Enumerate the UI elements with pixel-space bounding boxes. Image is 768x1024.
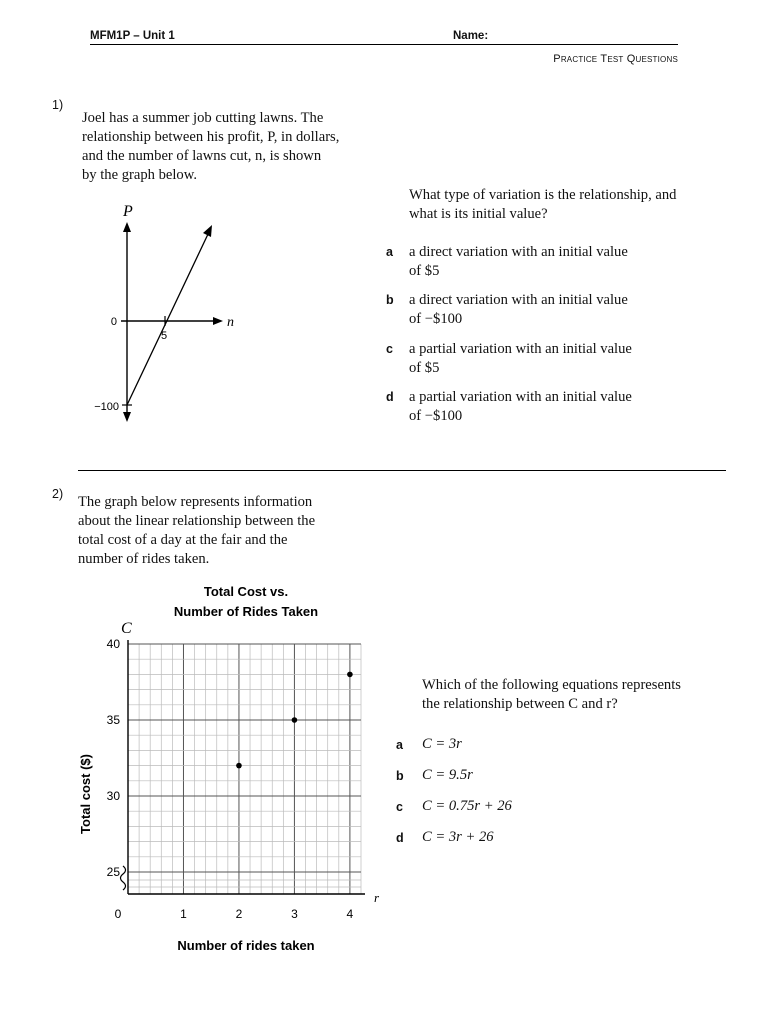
total-cost-chart: [70, 584, 390, 964]
question-1-ask: [409, 186, 676, 224]
question-2-prompt: [78, 493, 315, 569]
x-tick-label: 1: [180, 907, 187, 921]
x-tick-label: 2: [235, 907, 243, 921]
x-axis-arrow: [213, 317, 223, 325]
chart-grid: [128, 640, 365, 894]
y-axis-arrow-up: [123, 222, 131, 232]
data-point: [236, 763, 242, 769]
prompt-line: Joel has a summer job cutting lawns. The: [82, 110, 324, 126]
ask-line: Which of the following equations represents: [422, 677, 681, 693]
prompt-line: relationship between his profit, P, in dollars,: [82, 129, 340, 145]
profit-line-arrow: [203, 225, 212, 237]
ask-line: what is its initial value?: [409, 206, 548, 222]
option-line: of $5: [409, 360, 440, 376]
data-point: [292, 717, 298, 723]
q1-profit-graph: [85, 198, 345, 438]
q1-option-c-letter: c: [386, 342, 393, 356]
x-tick-label: 3: [291, 907, 298, 921]
x-axis-title: Number of rides taken: [177, 938, 315, 953]
q2-option-d-letter: d: [396, 831, 404, 845]
section-divider: [78, 470, 726, 471]
option-line: of $5: [409, 263, 440, 279]
q1-option-b-letter: b: [386, 293, 394, 307]
ask-line: What type of variation is the relationship, and: [409, 187, 677, 203]
y-tick-label-low: −100: [94, 401, 119, 413]
q1-option-b[interactable]: [409, 291, 628, 329]
y-axis-arrow-down: [123, 412, 131, 422]
question-1-number: 1): [52, 98, 64, 112]
prompt-line: total cost of a day at the fair and the: [78, 532, 288, 548]
option-line: of −$100: [409, 408, 463, 424]
q2-option-b-letter: b: [396, 769, 404, 783]
ask-line: the relationship between C and r?: [422, 696, 618, 712]
y-tick-label: 40: [106, 637, 120, 651]
prompt-line: about the linear relationship between the: [78, 513, 316, 529]
question-1-prompt: [82, 109, 339, 185]
course-code: MFM1P – Unit 1: [90, 30, 175, 42]
option-line: a partial variation with an initial value: [409, 341, 632, 357]
axis-break-icon: [121, 866, 126, 890]
q2-option-c[interactable]: C = 0.75r + 26: [422, 798, 512, 814]
q2-option-b[interactable]: C = 9.5r: [422, 767, 473, 783]
option-line: of −$100: [409, 311, 463, 327]
profit-line: [127, 232, 209, 405]
option-line: a partial variation with an initial value: [409, 389, 632, 405]
x-axis-label: n: [227, 315, 234, 330]
q1-option-d-letter: d: [386, 390, 394, 404]
data-point: [347, 672, 353, 678]
q1-option-a[interactable]: [409, 243, 628, 281]
q1-option-a-letter: a: [386, 245, 393, 259]
prompt-line: by the graph below.: [82, 167, 197, 183]
q2-option-a-letter: a: [396, 738, 403, 752]
prompt-line: The graph below represents information: [78, 494, 313, 510]
option-line: a direct variation with an initial value: [409, 244, 628, 260]
y-axis-label: P: [123, 203, 133, 220]
q2-option-c-letter: c: [396, 800, 403, 814]
q2-option-a[interactable]: C = 3r: [422, 736, 462, 752]
y-tick-label: 25: [106, 865, 120, 879]
x-tick-label: 0: [114, 907, 122, 921]
y-axis-letter: C: [121, 620, 132, 637]
q1-option-d[interactable]: [409, 388, 632, 426]
y-tick-label: 35: [106, 713, 120, 727]
x-tick-label-5: 5: [161, 330, 168, 342]
y-tick-label: 30: [106, 789, 120, 803]
chart-title-line-2: Number of Rides Taken: [173, 604, 319, 619]
prompt-line: number of rides taken.: [78, 551, 210, 567]
x-axis-letter: r: [374, 890, 380, 905]
chart-title-line-1: Total Cost vs.: [203, 584, 289, 599]
q1-option-c[interactable]: [409, 340, 632, 378]
question-2-number: 2): [52, 487, 64, 501]
y-tick-label-zero: 0: [110, 316, 117, 328]
prompt-line: and the number of lawns cut, n, is shown: [82, 148, 322, 164]
y-axis-title: Total cost ($): [78, 754, 93, 834]
q2-option-d[interactable]: C = 3r + 26: [422, 829, 494, 845]
option-line: a direct variation with an initial value: [409, 292, 628, 308]
header-rule: [90, 44, 678, 45]
page-subtitle: Practice Test Questions: [553, 53, 678, 65]
name-label: Name:: [453, 30, 489, 42]
x-tick-label: 4: [346, 907, 354, 921]
question-2-ask: [422, 676, 681, 714]
